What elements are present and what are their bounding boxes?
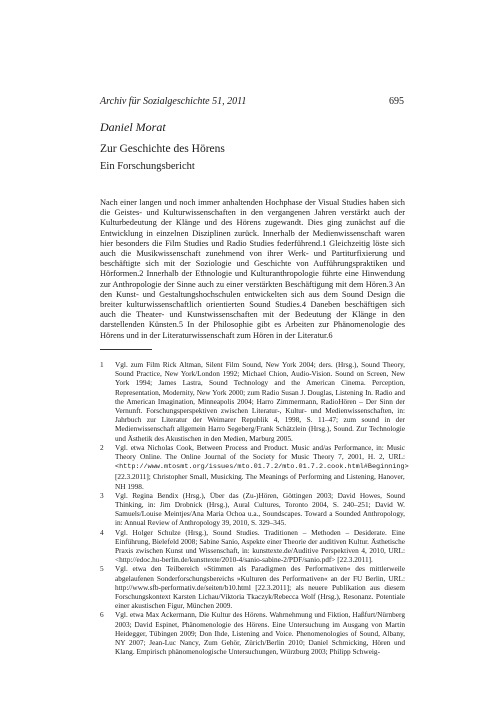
footnote-text-cont: [22.3.2011]; Christopher Small, Musicking. The Meanings of Performing and Listening, Hanover, NH 1998.	[115, 472, 405, 491]
body-paragraph: Nach einer langen und noch immer anhaltenden Hochphase der Visual Studies haben sich die Geistes- und Kulturwissenschaften in den vergangenen Jahren verstärkt auch der Kulturbedeutung der Klänge und des Hörens zugewandt. Dies ging zunächst auf die Entwicklung in einzelnen Disziplinen zurück. Innerhalb der Medienwissenschaft waren hier besonders die Film Studies und Radio Studies federführend.1 Gleichzeitig löste sich auch die Musikwissenschaft zunehmend von ihrer Werk- und Partiturfixierung und beschäftigte sich mit der Soziologie und Geschichte von Aufführungspraktiken und Hörformen.2 Innerhalb der Ethnologie und Kulturanthropologie führte eine Hinwendung zur Anthropologie der Sinne auch zu einer verstärkten Beschäftigung mit dem Hören.3 An den Kunst- und Gestaltungshochschulen entwickelten sich aus dem Sound Design die breiter kulturwissenschaftlich orientierten Sound Studies.4 Daneben beschäftigen sich auch die Theater- und Kunstwissenschaften mit der Bedeutung der Klänge in den darstellenden Künsten.5 In der Philosophie gibt es Arbeiten zur Phänomenologie des Hörens und in der Literaturwissenschaft zum Hören in der Literatur.6	[100, 198, 405, 340]
footnote-number: 4	[100, 527, 104, 537]
page-number: 695	[389, 96, 404, 107]
footnote-text: Vgl. Regina Bendix (Hrsg.), Über das (Zu-)Hören, Göttingen 2003; David Howes, Sound Thinking, in: Jim Drobnick (Hrsg.), Aural Cultures, Toronto 2004, S. 240–251; David W. Samuels/Louise Meintjes/Ana Maria Ochoa u.a., Soundscapes. Toward a Sounded Anthropology, in: Annual Review of Anthropology 39, 2010, S. 329–345.	[115, 490, 405, 528]
footnote-text: Vgl. etwa Nicholas Cook, Between Process and Product. Music and/as Performance, in: Music Theory Online. The Online Journal of the Society for Music Theory 7, 2001, H. 2, URL:	[115, 442, 405, 462]
article-subtitle: Ein Forschungsbericht	[100, 161, 195, 172]
footnote-number: 5	[100, 564, 104, 574]
footnote-text: Vgl. etwa den Teilbereich »Stimmen als Paradigmen des Performativen« des mittlerweile abgelaufenen Sonderforschungsbereichs »Kulturen des Performativen« an der FU Berlin, URL:	[115, 564, 405, 583]
footnote-1	[100, 360, 405, 443]
footnote-5	[100, 564, 405, 610]
footnote-url[interactable]: <http://www.mtosmt.org/issues/mto.01.7.2/mto.01.7.2.cook.html#Beginning>	[115, 463, 409, 472]
footnote-url[interactable]: <http://edoc.hu-berlin.de/kunsttexte/2010-4/sanio-sabine-2/PDF/sanio.pdf>	[115, 555, 336, 565]
footnote-4	[100, 528, 405, 565]
footnote-2	[100, 442, 409, 491]
footnote-number: 3	[100, 490, 104, 500]
footnote-number: 6	[100, 610, 104, 620]
footnote-text-cont: [22.3.2011].	[335, 555, 373, 565]
footnote-number: 2	[100, 442, 104, 452]
journal-name: Archiv für Sozialgeschichte 51, 2011	[100, 96, 247, 107]
footnote-text: Vgl. etwa Max Ackermann, Die Kultur des Hörens. Wahrnehmung und Fiktion, Haßfurt/Nürnberg 2003; David Espinet, Phänomenologie des Hörens. Eine Untersuchung im Ausgang von Martin Heidegger, Tübingen 2009; Don Ihde, Listening and Voice. Phenomenologies of Sound, Albany, NY 2007; Jean-Luc Nancy, Zum Gehör, Zürich/Berlin 2010; Daniel Schmicking, Hören und Klang. Empirisch phänomenologische Untersuchungen, Würzburg 2003; Philipp Schweig-	[115, 610, 405, 657]
footnote-rule	[100, 349, 152, 350]
footnote-text-cont: [22.3.2011]; als neuere Publikation aus diesem Forschungskontext Karsten Lichau/Viktoria Tkaczyk/Rebecca Wolf (Hrsg.), Resonanz. Potentiale einer akustischen Figur, München 2009.	[115, 582, 405, 611]
article-author: Daniel Morat	[100, 120, 166, 134]
footnote-number: 1	[100, 360, 104, 369]
running-head	[100, 96, 404, 108]
footnote-6	[100, 610, 405, 656]
footnote-list	[100, 360, 409, 657]
article-title: Zur Geschichte des Hörens	[100, 143, 225, 155]
footnote-text: Vgl. Holger Schulze (Hrsg.), Sound Studies. Traditionen – Methoden – Desiderate. Eine Einführung, Bielefeld 2008; Sabine Sanio, Aspekte einer Theorie der auditiven Kultur. Ästhetische Praxis zwischen Kunst und Wissenschaft, in: kunsttexte.de/Auditive Perspektiven 4, 2010, URL:	[115, 527, 405, 556]
footnote-url[interactable]: http://www.sfb-performativ.de/seiten/b10.html	[115, 582, 251, 592]
footnote-3	[100, 491, 405, 528]
footnote-text: Vgl. zum Film Rick Altman, Silent Film Sound, New York 2004; ders. (Hrsg.), Sound Theory, Sound Practice, New York/London 1992; Michael Chion, Audio-Vision. Sound on Screen, New York 1994; James Lastra, Sound Technology and the American Cinema. Perception, Representation, Modernity, New York 2000; zum Radio Susan J. Douglas, Listening In. Radio and the American Imagination, Minneapolis 2004; Harro Zimmermann, RadioHören – Der Sinn der Vernunft. Forschungsperspektiven zwischen Literatur-, Kultur- und Medienwissenschaften, in: Jahrbuch zur Literatur der Weimarer Republik 4, 1998, S. 11–47; zum sound in der Medienwissenschaft allgemein Harro Segeberg/Frank Schätzlein (Hrsg.), Sound. Zur Technologie und Ästhetik des Akustischen in den Medien, Marburg 2005.	[115, 360, 405, 443]
